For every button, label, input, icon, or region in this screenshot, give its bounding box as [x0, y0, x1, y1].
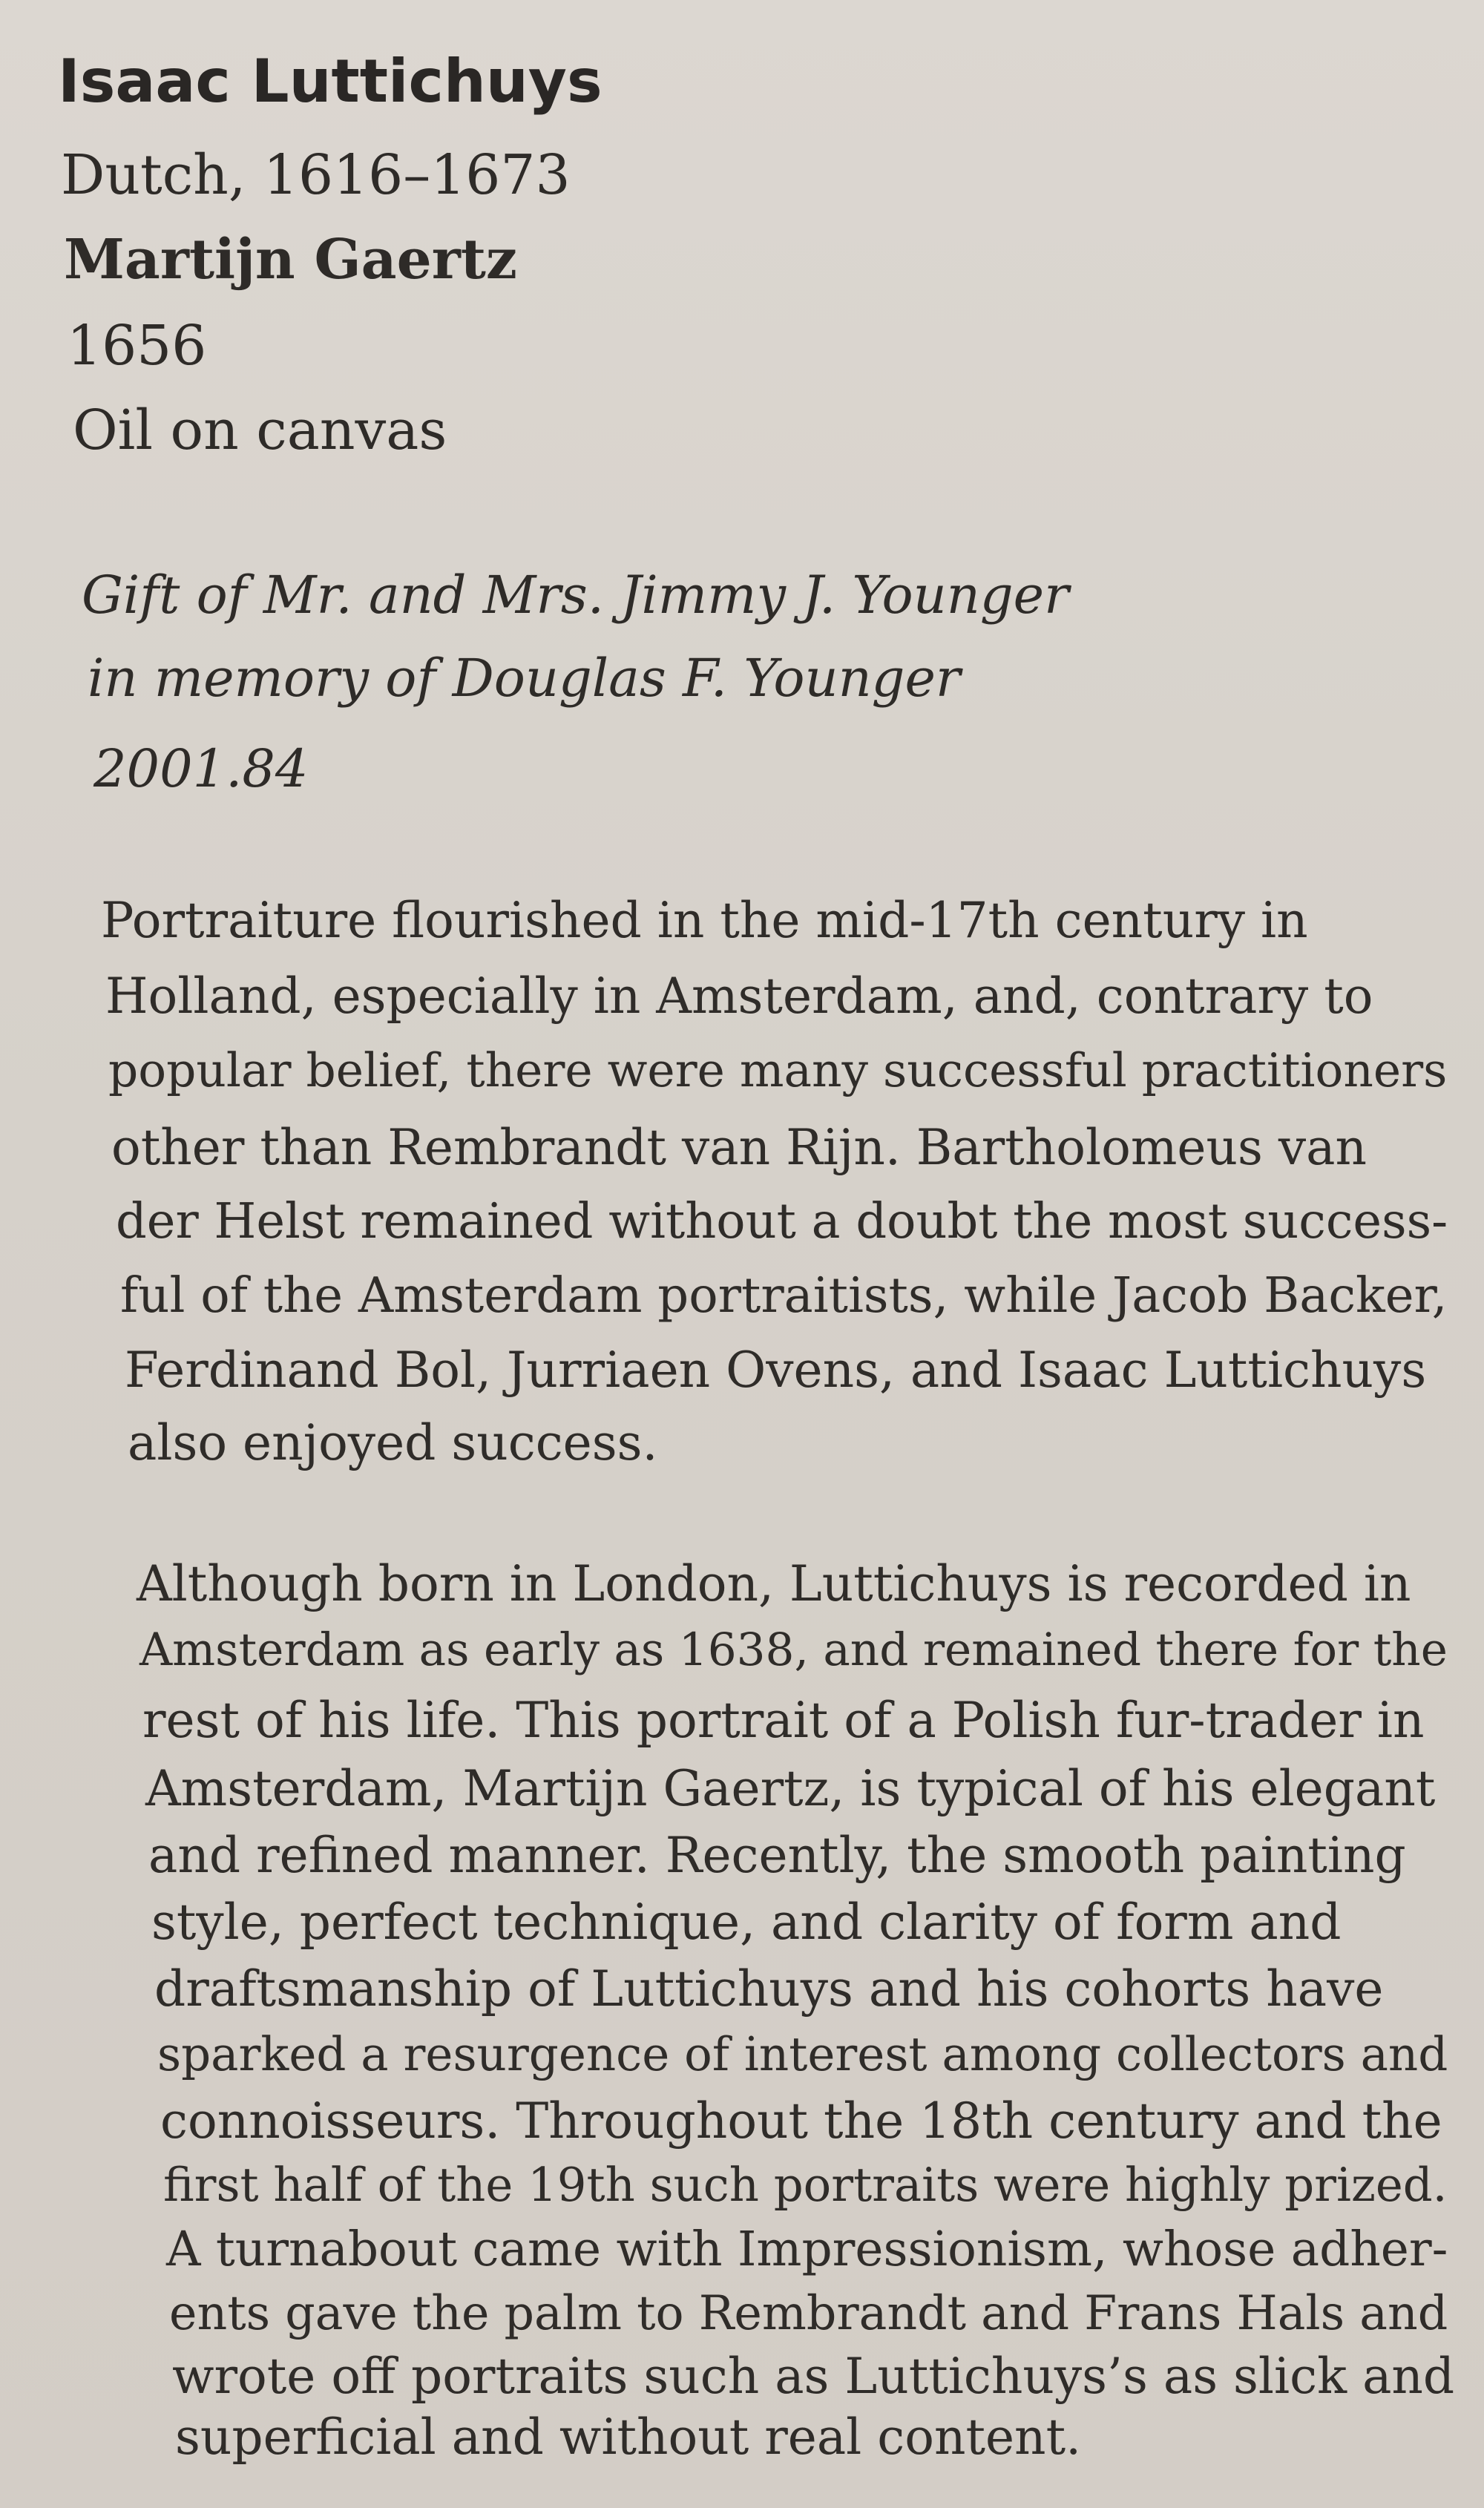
artist-nationality-dates: Dutch, 1616–1673 [61, 143, 571, 207]
paragraph-line: Ferdinand Bol, Jurriaen Ovens, and Isaac Luttichuys [125, 1342, 1427, 1399]
paragraph-line: also enjoyed success. [128, 1414, 658, 1471]
artwork-medium: Oil on canvas [73, 398, 447, 462]
artist-name: Isaac Luttichuys [58, 47, 603, 116]
credit-line-memory: in memory of Douglas F. Younger [88, 648, 961, 709]
artwork-title: Martijn Gaertz [64, 228, 517, 292]
paragraph-line: Holland, especially in Amsterdam, and, contrary to [105, 968, 1373, 1025]
paragraph-line: wrote off portraits such as Luttichuys’s as slick and [172, 2348, 1455, 2405]
paragraph-line: first half of the 19th such portraits were highly prized. [163, 2158, 1448, 2212]
paragraph-line: style, perfect technique, and clarity of form and [151, 1894, 1342, 1951]
paragraph-line: Amsterdam as early as 1638, and remained there for the [139, 1624, 1448, 1676]
paragraph-line: rest of his life. This portrait of a Polish fur-trader in [142, 1692, 1425, 1749]
paragraph-line: superficial and without real content. [175, 2409, 1082, 2466]
paragraph-line: Portraiture flourished in the mid-17th century in [101, 892, 1308, 949]
accession-number: 2001.84 [93, 738, 309, 799]
paragraph-line: der Helst remained without a doubt the most success- [116, 1193, 1448, 1250]
paragraph-line: connoisseurs. Throughout the 18th century and the [160, 2092, 1442, 2150]
paragraph-line: ful of the Amsterdam portraitists, while Jacob Backer, [120, 1267, 1448, 1324]
paragraph-line: Amsterdam, Martijn Gaertz, is typical of his elegant [145, 1760, 1436, 1817]
paragraph-line: A turnabout came with Impressionism, whose adher- [166, 2222, 1448, 2277]
paragraph-line: other than Rembrandt van Rijn. Bartholomeus van [111, 1119, 1367, 1176]
paragraph-line: and refined manner. Recently, the smooth painting [148, 1827, 1406, 1884]
paragraph-line: popular belief, there were many successful practitioners [108, 1043, 1448, 1097]
credit-line-gift: Gift of Mr. and Mrs. Jimmy J. Younger [82, 565, 1069, 626]
paragraph-line: Although born in London, Luttichuys is recorded in [137, 1555, 1411, 1612]
paragraph-line: sparked a resurgence of interest among collectors and [157, 2027, 1448, 2081]
paragraph-line: draftsmanship of Luttichuys and his cohorts have [154, 1960, 1384, 2018]
artwork-date: 1656 [67, 314, 207, 378]
paragraph-line: ents gave the palm to Rembrandt and Frans Hals and [169, 2285, 1448, 2340]
